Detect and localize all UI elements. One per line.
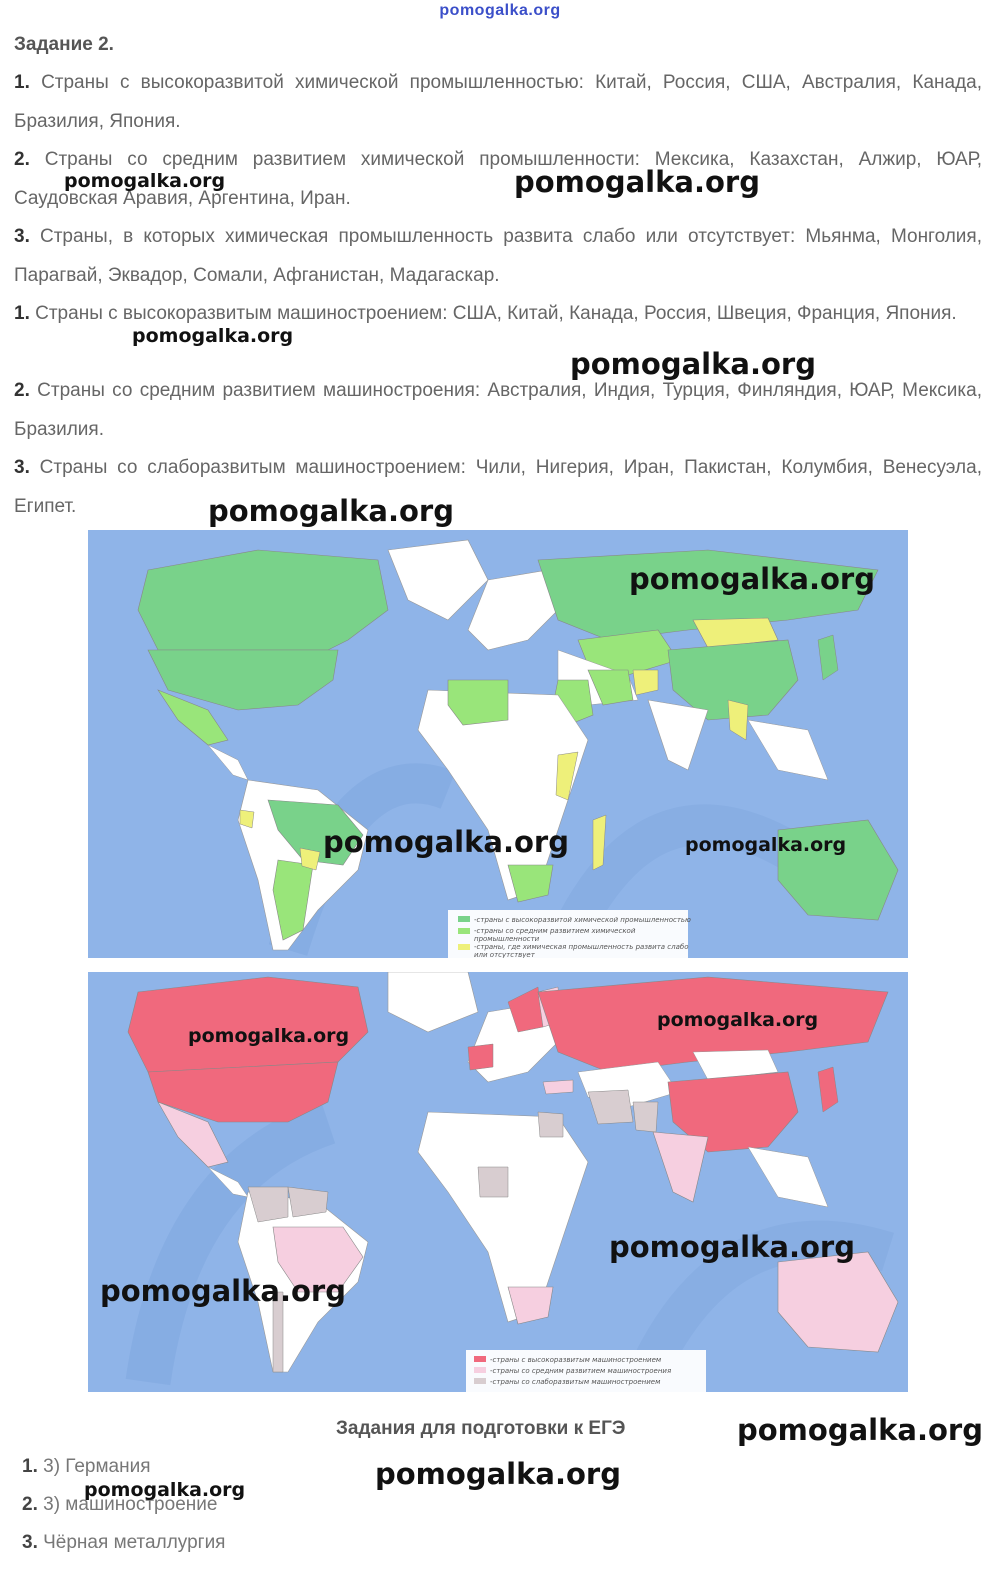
watermark-text: pomogalka.org xyxy=(100,1274,346,1308)
legend-swatch-mid xyxy=(474,1367,486,1373)
paragraph-text: Страны со средним развитием химической промышленности: Мексика, Казахстан, Алжир, ЮАР, Саудовская Аравия, Аргентина, Иран. xyxy=(14,149,982,209)
answer-item xyxy=(22,1456,151,1478)
watermark-text: pomogalka.org xyxy=(323,825,569,859)
item-number: 3. xyxy=(22,1532,38,1553)
paragraph-chem-low xyxy=(14,218,982,295)
legend-swatch-high xyxy=(474,1356,486,1362)
paragraph-text: Страны со слаборазвитым машиностроением: Чили, Нигерия, Иран, Пакистан, Колумбия, Венесуэла, Египет. xyxy=(14,457,982,517)
item-number: 1. xyxy=(14,72,30,93)
legend-label: -страны со средним развитием химической xyxy=(474,927,636,935)
item-number: 3. xyxy=(14,226,30,247)
watermark-text: pomogalka.org xyxy=(84,1479,246,1501)
watermark-text: pomogalka.org xyxy=(629,562,875,596)
item-number: 3. xyxy=(14,457,30,478)
watermark-text: pomogalka.org xyxy=(132,325,294,347)
paragraph-text: Страны со средним развитием машиностроения: Австралия, Индия, Турция, Финляндия, ЮАР, Мексика, Бразилия. xyxy=(14,380,982,440)
item-number: 1. xyxy=(22,1456,38,1477)
legend-swatch-mid xyxy=(458,928,470,934)
site-header-watermark: pomogalka.org xyxy=(439,2,561,19)
item-number: 2. xyxy=(14,380,30,401)
watermark-text: pomogalka.org xyxy=(657,1009,819,1031)
answer-text: 3) машиностроение xyxy=(37,1494,218,1515)
watermark-text: pomogalka.org xyxy=(514,165,760,199)
legend-label: -страны с высокоразвитой химической промышленностью xyxy=(474,916,691,924)
item-number: 2. xyxy=(22,1494,38,1515)
legend-label: промышленности xyxy=(474,935,540,943)
ege-section-title: Задания для подготовки к ЕГЭ xyxy=(336,1418,626,1439)
watermark-text: pomogalka.org xyxy=(685,834,847,856)
legend-label: -страны с высокоразвитым машиностроением xyxy=(490,1356,662,1364)
watermark-text: pomogalka.org xyxy=(570,347,816,381)
watermark-text: pomogalka.org xyxy=(208,494,454,528)
task-title: Задание 2. xyxy=(14,34,114,55)
watermark-text: pomogalka.org xyxy=(64,170,226,192)
watermark-text: pomogalka.org xyxy=(737,1413,983,1447)
legend-label: или отсутствует xyxy=(474,951,535,958)
legend-label: -страны со средним развитием машиностроения xyxy=(490,1367,672,1375)
watermark-text: pomogalka.org xyxy=(375,1457,621,1491)
paragraph-mach-low xyxy=(14,449,982,526)
item-number: 2. xyxy=(14,149,30,170)
answer-text: 3) Германия xyxy=(37,1456,151,1477)
legend-label: -страны со слаборазвитым машиностроением xyxy=(490,1378,661,1386)
paragraph-text: Страны с высокоразвитой химической промышленностью: Китай, Россия, США, Австралия, Канада, Бразилия, Япония. xyxy=(14,72,982,132)
watermark-text: pomogalka.org xyxy=(188,1025,350,1047)
paragraph-text: Страны с высокоразвитым машиностроением: США, Китай, Канада, Россия, Швеция, Франция, Япония. xyxy=(29,303,957,324)
watermark-text: pomogalka.org xyxy=(609,1230,855,1264)
legend-label: -страны, где химическая промышленность развита слабо xyxy=(474,943,689,951)
answer-text: Чёрная металлургия xyxy=(37,1532,226,1553)
paragraph-mach-mid xyxy=(14,372,982,449)
paragraph-text: Страны, в которых химическая промышленность развита слабо или отсутствует: Мьянма, Монголия, Парагвай, Эквадор, Сомали, Афганистан, Мадагаскар. xyxy=(14,226,982,286)
legend-swatch-low xyxy=(474,1378,486,1384)
item-number: 1. xyxy=(14,303,30,324)
answer-item xyxy=(22,1532,225,1554)
legend-swatch-high xyxy=(458,916,470,922)
paragraph-chem-high xyxy=(14,64,982,141)
legend-swatch-low xyxy=(458,944,470,950)
